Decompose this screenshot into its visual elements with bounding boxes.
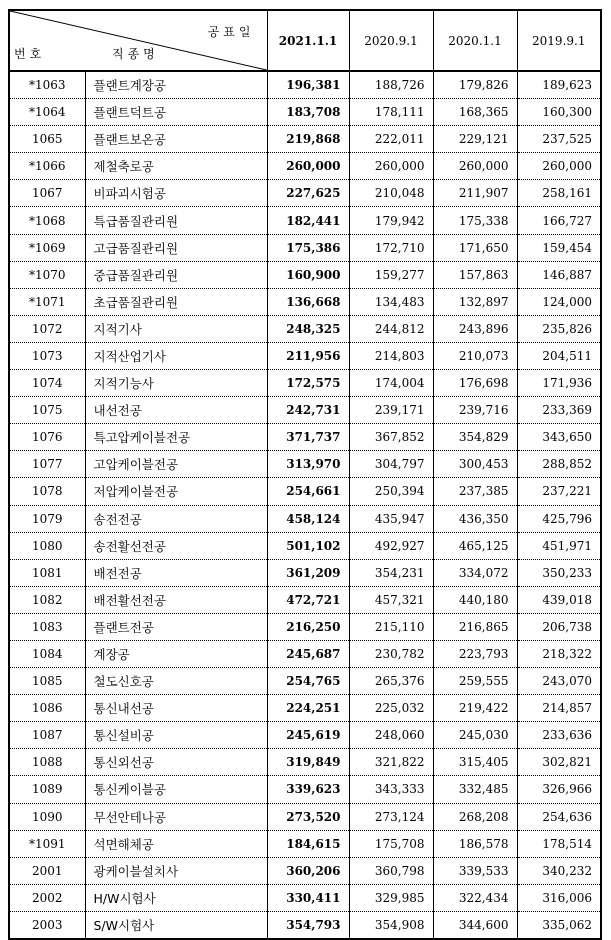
table-row <box>9 532 601 559</box>
wage-2021-01-cell: 175,386 <box>267 234 349 261</box>
wage-2020-01-cell: 219,422 <box>433 695 517 722</box>
wage-2020-09-cell: 214,803 <box>349 342 433 369</box>
job-code-cell: 2003 <box>9 911 85 939</box>
job-name-cell: 중급품질관리원 <box>85 261 267 288</box>
table-row <box>9 153 601 180</box>
job-code-cell: 1079 <box>9 505 85 532</box>
wage-2019-09-cell: 260,000 <box>517 153 601 180</box>
wage-2019-09-cell: 206,738 <box>517 613 601 640</box>
job-name-cell: 플랜트덕트공 <box>85 99 267 126</box>
job-code-cell: 1088 <box>9 749 85 776</box>
wage-2020-09-cell: 273,124 <box>349 803 433 830</box>
table-row <box>9 803 601 830</box>
wage-2020-09-cell: 179,942 <box>349 207 433 234</box>
job-name-cell: 통신외선공 <box>85 749 267 776</box>
wage-2021-01-cell: 354,793 <box>267 911 349 939</box>
wage-2021-01-cell: 371,737 <box>267 424 349 451</box>
table-row <box>9 478 601 505</box>
date-header-2: 2020.9.1 <box>349 10 433 71</box>
job-code-cell: *1069 <box>9 234 85 261</box>
job-code-cell: 1076 <box>9 424 85 451</box>
wage-2020-01-cell: 332,485 <box>433 776 517 803</box>
wage-2020-09-cell: 360,798 <box>349 857 433 884</box>
table-row <box>9 180 601 207</box>
job-name-cell: 배전활선전공 <box>85 586 267 613</box>
wage-2020-09-cell: 175,708 <box>349 830 433 857</box>
wage-2021-01-cell: 501,102 <box>267 532 349 559</box>
table-row <box>9 71 601 99</box>
wage-2020-09-cell: 321,822 <box>349 749 433 776</box>
wage-2019-09-cell: 189,623 <box>517 71 601 99</box>
job-code-cell: 2001 <box>9 857 85 884</box>
wage-2019-09-cell: 237,525 <box>517 126 601 153</box>
job-name-cell: 고압케이블전공 <box>85 451 267 478</box>
announce-date-label: 공표일 <box>207 25 255 39</box>
job-code-cell: 1073 <box>9 342 85 369</box>
table-row <box>9 776 601 803</box>
job-code-cell: 1089 <box>9 776 85 803</box>
job-name-cell: 저압케이블전공 <box>85 478 267 505</box>
wage-2020-01-cell: 176,698 <box>433 370 517 397</box>
wage-2019-09-cell: 451,971 <box>517 532 601 559</box>
wage-2021-01-cell: 136,668 <box>267 288 349 315</box>
wage-2019-09-cell: 160,300 <box>517 99 601 126</box>
wage-2019-09-cell: 258,161 <box>517 180 601 207</box>
wage-2019-09-cell: 439,018 <box>517 586 601 613</box>
wage-2019-09-cell: 204,511 <box>517 342 601 369</box>
wage-2020-09-cell: 435,947 <box>349 505 433 532</box>
wage-2021-01-cell: 360,206 <box>267 857 349 884</box>
wage-2019-09-cell: 343,650 <box>517 424 601 451</box>
job-code-cell: 1072 <box>9 315 85 342</box>
wage-2020-01-cell: 322,434 <box>433 884 517 911</box>
table-row <box>9 342 601 369</box>
wage-2020-09-cell: 304,797 <box>349 451 433 478</box>
wage-2020-09-cell: 174,004 <box>349 370 433 397</box>
job-code-cell: 2002 <box>9 884 85 911</box>
job-name-cell: 제철축로공 <box>85 153 267 180</box>
job-code-cell: *1070 <box>9 261 85 288</box>
wage-2021-01-cell: 227,625 <box>267 180 349 207</box>
wage-2021-01-cell: 313,970 <box>267 451 349 478</box>
table-row <box>9 505 601 532</box>
wage-2020-01-cell: 300,453 <box>433 451 517 478</box>
wage-2020-01-cell: 440,180 <box>433 586 517 613</box>
wage-2019-09-cell: 235,826 <box>517 315 601 342</box>
wage-2020-01-cell: 334,072 <box>433 559 517 586</box>
wage-2020-09-cell: 250,394 <box>349 478 433 505</box>
wage-2019-09-cell: 425,796 <box>517 505 601 532</box>
table-row <box>9 749 601 776</box>
job-name-cell: 지적기능사 <box>85 370 267 397</box>
job-code-cell: 1078 <box>9 478 85 505</box>
table-row <box>9 451 601 478</box>
wage-2021-01-cell: 182,441 <box>267 207 349 234</box>
wage-2019-09-cell: 159,454 <box>517 234 601 261</box>
job-code-cell: 1083 <box>9 613 85 640</box>
wage-table-wrapper <box>8 9 602 940</box>
job-code-cell: *1063 <box>9 71 85 99</box>
wage-2020-01-cell: 243,896 <box>433 315 517 342</box>
wage-2019-09-cell: 233,369 <box>517 397 601 424</box>
job-name-cell: 통신케이블공 <box>85 776 267 803</box>
job-name-cell: 지적산업기사 <box>85 342 267 369</box>
wage-2021-01-cell: 196,381 <box>267 71 349 99</box>
wage-2021-01-cell: 172,575 <box>267 370 349 397</box>
job-code-cell: 1085 <box>9 668 85 695</box>
table-row <box>9 613 601 640</box>
wage-2019-09-cell: 335,062 <box>517 911 601 939</box>
date-header-4: 2019.9.1 <box>517 10 601 71</box>
wage-2021-01-cell: 254,661 <box>267 478 349 505</box>
wage-2020-09-cell: 159,277 <box>349 261 433 288</box>
table-row <box>9 397 601 424</box>
wage-2021-01-cell: 245,619 <box>267 722 349 749</box>
wage-2019-09-cell: 254,636 <box>517 803 601 830</box>
wage-2020-01-cell: 210,073 <box>433 342 517 369</box>
wage-2021-01-cell: 273,520 <box>267 803 349 830</box>
wage-2020-01-cell: 268,208 <box>433 803 517 830</box>
job-name-cell: H/W시험사 <box>85 884 267 911</box>
table-row <box>9 857 601 884</box>
wage-2021-01-cell: 245,687 <box>267 640 349 667</box>
header-row <box>9 10 601 71</box>
wage-2020-01-cell: 259,555 <box>433 668 517 695</box>
wage-2020-01-cell: 211,907 <box>433 180 517 207</box>
wage-2021-01-cell: 330,411 <box>267 884 349 911</box>
wage-2020-09-cell: 134,483 <box>349 288 433 315</box>
wage-2019-09-cell: 350,233 <box>517 559 601 586</box>
wage-2021-01-cell: 224,251 <box>267 695 349 722</box>
job-name-cell: 광케이블설치사 <box>85 857 267 884</box>
wage-2020-01-cell: 344,600 <box>433 911 517 939</box>
wage-2020-01-cell: 237,385 <box>433 478 517 505</box>
job-code-cell: 1074 <box>9 370 85 397</box>
job-name-cell: 배전전공 <box>85 559 267 586</box>
wage-2019-09-cell: 171,936 <box>517 370 601 397</box>
wage-2020-01-cell: 171,650 <box>433 234 517 261</box>
table-row <box>9 559 601 586</box>
wage-2019-09-cell: 288,852 <box>517 451 601 478</box>
wage-2020-09-cell: 265,376 <box>349 668 433 695</box>
date-header-3: 2020.1.1 <box>433 10 517 71</box>
job-code-cell: 1087 <box>9 722 85 749</box>
wage-2020-09-cell: 260,000 <box>349 153 433 180</box>
wage-2020-09-cell: 244,812 <box>349 315 433 342</box>
table-row <box>9 315 601 342</box>
job-name-cell: S/W시험사 <box>85 911 267 939</box>
wage-2020-01-cell: 132,897 <box>433 288 517 315</box>
table-row <box>9 830 601 857</box>
job-name-cell: 송전전공 <box>85 505 267 532</box>
table-row <box>9 640 601 667</box>
table-row <box>9 668 601 695</box>
table-row <box>9 586 601 613</box>
job-code-cell: 1090 <box>9 803 85 830</box>
wage-2020-01-cell: 239,716 <box>433 397 517 424</box>
wage-2020-01-cell: 229,121 <box>433 126 517 153</box>
wage-2021-01-cell: 254,765 <box>267 668 349 695</box>
table-row <box>9 288 601 315</box>
wage-2021-01-cell: 458,124 <box>267 505 349 532</box>
wage-2021-01-cell: 160,900 <box>267 261 349 288</box>
header-corner-cell <box>9 10 267 71</box>
wage-2020-01-cell: 186,578 <box>433 830 517 857</box>
table-row <box>9 207 601 234</box>
wage-2019-09-cell: 166,727 <box>517 207 601 234</box>
job-name-cell: 지적기사 <box>85 315 267 342</box>
table-row <box>9 424 601 451</box>
wage-2021-01-cell: 248,325 <box>267 315 349 342</box>
job-name-cell: 초급품질관리원 <box>85 288 267 315</box>
table-body <box>9 71 601 939</box>
job-name-cell: 통신설비공 <box>85 722 267 749</box>
wage-2020-01-cell: 339,533 <box>433 857 517 884</box>
wage-2020-09-cell: 172,710 <box>349 234 433 261</box>
wage-2020-01-cell: 223,793 <box>433 640 517 667</box>
job-name-cell: 계장공 <box>85 640 267 667</box>
wage-2020-01-cell: 175,338 <box>433 207 517 234</box>
wage-2021-01-cell: 339,623 <box>267 776 349 803</box>
wage-2021-01-cell: 184,615 <box>267 830 349 857</box>
job-code-cell: 1086 <box>9 695 85 722</box>
table-row <box>9 695 601 722</box>
wage-2021-01-cell: 211,956 <box>267 342 349 369</box>
wage-2019-09-cell: 124,000 <box>517 288 601 315</box>
table-row <box>9 911 601 939</box>
wage-2020-09-cell: 354,908 <box>349 911 433 939</box>
wage-2019-09-cell: 237,221 <box>517 478 601 505</box>
wage-2019-09-cell: 326,966 <box>517 776 601 803</box>
wage-2020-09-cell: 239,171 <box>349 397 433 424</box>
wage-2020-09-cell: 343,333 <box>349 776 433 803</box>
job-name-cell: 고급품질관리원 <box>85 234 267 261</box>
table-row <box>9 722 601 749</box>
wage-2020-09-cell: 188,726 <box>349 71 433 99</box>
wage-2020-09-cell: 230,782 <box>349 640 433 667</box>
wage-2020-01-cell: 436,350 <box>433 505 517 532</box>
job-name-cell: 특급품질관리원 <box>85 207 267 234</box>
job-name-label: 직종명 <box>112 47 159 61</box>
job-name-cell: 플랜트보온공 <box>85 126 267 153</box>
wage-2021-01-cell: 216,250 <box>267 613 349 640</box>
job-code-cell: *1066 <box>9 153 85 180</box>
wage-2020-01-cell: 179,826 <box>433 71 517 99</box>
wage-2020-09-cell: 215,110 <box>349 613 433 640</box>
job-code-cell: 1067 <box>9 180 85 207</box>
wage-2021-01-cell: 319,849 <box>267 749 349 776</box>
wage-2020-09-cell: 248,060 <box>349 722 433 749</box>
wage-2021-01-cell: 472,721 <box>267 586 349 613</box>
job-code-cell: *1071 <box>9 288 85 315</box>
wage-2020-01-cell: 354,829 <box>433 424 517 451</box>
wage-2020-01-cell: 168,365 <box>433 99 517 126</box>
job-name-cell: 철도신호공 <box>85 668 267 695</box>
table-row <box>9 99 601 126</box>
wage-2019-09-cell: 316,006 <box>517 884 601 911</box>
job-code-cell: 1080 <box>9 532 85 559</box>
table-row <box>9 234 601 261</box>
wage-2019-09-cell: 340,232 <box>517 857 601 884</box>
job-code-cell: *1091 <box>9 830 85 857</box>
table-row <box>9 261 601 288</box>
wage-2019-09-cell: 243,070 <box>517 668 601 695</box>
table-row <box>9 884 601 911</box>
wage-2019-09-cell: 218,322 <box>517 640 601 667</box>
wage-2020-01-cell: 245,030 <box>433 722 517 749</box>
job-code-cell: 1077 <box>9 451 85 478</box>
wage-2020-01-cell: 157,863 <box>433 261 517 288</box>
wage-2019-09-cell: 178,514 <box>517 830 601 857</box>
wage-2020-01-cell: 465,125 <box>433 532 517 559</box>
wage-table <box>8 9 602 940</box>
wage-2019-09-cell: 233,636 <box>517 722 601 749</box>
wage-2020-09-cell: 354,231 <box>349 559 433 586</box>
wage-2021-01-cell: 183,708 <box>267 99 349 126</box>
job-code-cell: 1065 <box>9 126 85 153</box>
job-code-cell: 1084 <box>9 640 85 667</box>
wage-2020-01-cell: 315,405 <box>433 749 517 776</box>
wage-2021-01-cell: 219,868 <box>267 126 349 153</box>
job-name-cell: 플랜트전공 <box>85 613 267 640</box>
wage-2020-09-cell: 492,927 <box>349 532 433 559</box>
date-header-1: 2021.1.1 <box>267 10 349 71</box>
job-name-cell: 석면해체공 <box>85 830 267 857</box>
wage-2021-01-cell: 242,731 <box>267 397 349 424</box>
wage-2019-09-cell: 214,857 <box>517 695 601 722</box>
wage-2020-09-cell: 225,032 <box>349 695 433 722</box>
job-code-cell: 1081 <box>9 559 85 586</box>
wage-2021-01-cell: 361,209 <box>267 559 349 586</box>
job-code-cell: *1068 <box>9 207 85 234</box>
wage-2019-09-cell: 302,821 <box>517 749 601 776</box>
wage-2020-01-cell: 216,865 <box>433 613 517 640</box>
wage-2021-01-cell: 260,000 <box>267 153 349 180</box>
job-name-cell: 특고압케이블전공 <box>85 424 267 451</box>
wage-2020-09-cell: 329,985 <box>349 884 433 911</box>
job-code-cell: 1075 <box>9 397 85 424</box>
job-name-cell: 플랜트계장공 <box>85 71 267 99</box>
job-code-cell: 1082 <box>9 586 85 613</box>
wage-2020-09-cell: 222,011 <box>349 126 433 153</box>
job-name-cell: 비파괴시험공 <box>85 180 267 207</box>
wage-2020-01-cell: 260,000 <box>433 153 517 180</box>
wage-2020-09-cell: 367,852 <box>349 424 433 451</box>
table-row <box>9 126 601 153</box>
wage-2019-09-cell: 146,887 <box>517 261 601 288</box>
table-row <box>9 370 601 397</box>
job-name-cell: 송전활선전공 <box>85 532 267 559</box>
number-label: 번호 <box>14 47 46 61</box>
wage-2020-09-cell: 178,111 <box>349 99 433 126</box>
job-name-cell: 무선안테나공 <box>85 803 267 830</box>
job-code-cell: *1064 <box>9 99 85 126</box>
wage-2020-09-cell: 457,321 <box>349 586 433 613</box>
job-name-cell: 통신내선공 <box>85 695 267 722</box>
job-name-cell: 내선전공 <box>85 397 267 424</box>
wage-2020-09-cell: 210,048 <box>349 180 433 207</box>
